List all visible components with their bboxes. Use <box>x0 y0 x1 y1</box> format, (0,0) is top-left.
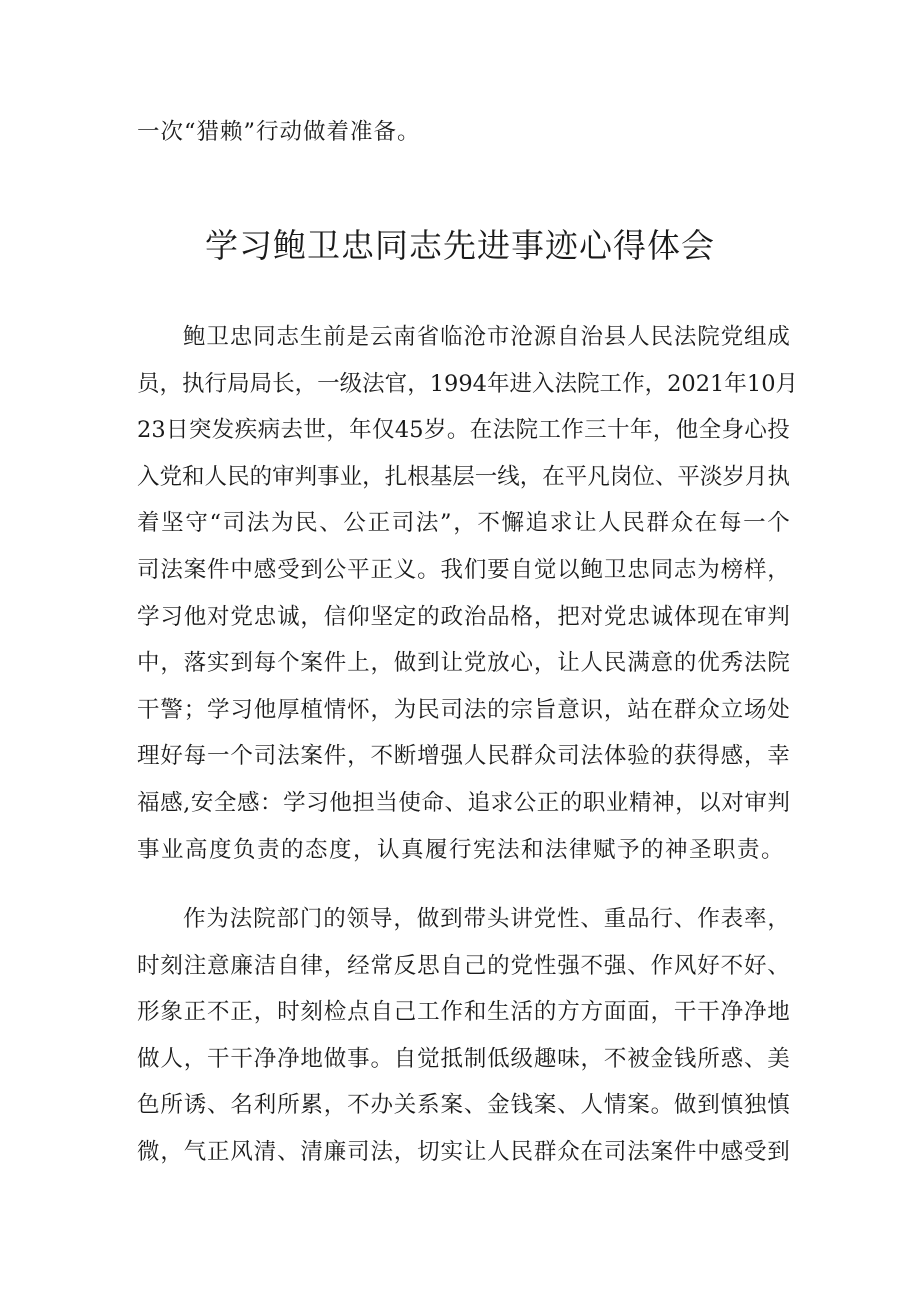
paragraph-line: 23 日 突 发 疾 病 去 世 ， 年 仅 45 岁 。 在 法 院 工 作 三 十 年 ， 他 全 身 心 投 <box>137 417 790 444</box>
paragraph-line: 事业高度负责的态度，认真履行宪法和法律赋予的神圣职责。 <box>137 836 786 863</box>
paragraph-line: 理 好 每 一 个 司 法 案 件 ， 不 断 增 强 人 民 群 众 司 法 体 验 的 获 得 感 ， 幸 <box>137 743 790 770</box>
document-title: 学习鲍卫忠同志先进事迹心得体会 <box>205 226 715 265</box>
paragraph-line: 入 党 和 人 民 的 审 判 事 业 ， 扎 根 基 层 一 线 ， 在 平 凡 岗 位 、 平 淡 岁 月 执 <box>137 463 790 490</box>
paragraph-line: 学 习 他 对 党 忠 诚 ， 信 仰 坚 定 的 政 治 品 格 ， 把 对 党 忠 诚 体 现 在 审 判 <box>137 603 790 630</box>
paragraph-line: 中 ， 落 实 到 每 个 案 件 上 ， 做 到 让 党 放 心 ， 让 人 民 满 意 的 优 秀 法 院 <box>137 650 790 677</box>
paragraph-line: 着 坚 守 “ 司 法 为 民 、 公 正 司 法 ” ， 不 懈 追 求 让 人 民 群 众 在 每 一 个 <box>137 510 790 537</box>
paragraph-line: 时 刻 注 意 廉 洁 自 律 ， 经 常 反 思 自 己 的 党 性 强 不 强 、 作 风 好 不 好 、 <box>137 952 790 979</box>
paragraph-line: 干 警 ； 学 习 他 厚 植 情 怀 ， 为 民 司 法 的 宗 旨 意 识 ， 站 在 群 众 立 场 处 <box>137 696 790 723</box>
paragraph-2 <box>137 904 790 1184</box>
paragraph-line: 作 为 法 院 部 门 的 领 导 ， 做 到 带 头 讲 党 性 、 重 品 行 、 作 表 率 ， <box>183 906 790 932</box>
paragraph-line: 员 ， 执 行 局 局 长 ， 一 级 法 官 ， 1994 年 进 入 法 院 工 作 ， 2021 年 10 月 <box>137 370 799 397</box>
paragraph-line: 形 象 正 不 正 ， 时 刻 检 点 自 己 工 作 和 生 活 的 方 方 面 面 ， 干 干 净 净 地 <box>137 999 790 1026</box>
paragraph-line: 鲍 卫 忠 同 志 生 前 是 云 南 省 临 沧 市 沧 源 自 治 县 人 民 法 院 党 组 成 <box>183 324 790 350</box>
paragraph-1 <box>137 322 799 881</box>
carryover-line: 一次“猎赖”行动做着准备。 <box>137 119 421 145</box>
paragraph-line: 司 法 案 件 中 感 受 到 公 平 正 义 。 我 们 要 自 觉 以 鲍 卫 忠 同 志 为 榜 样 ， <box>137 556 790 583</box>
paragraph-line: 微 ， 气 正 风 清 、 清 廉 司 法 ， 切 实 让 人 民 群 众 在 司 法 案 件 中 感 受 到 <box>137 1138 790 1165</box>
paragraph-line: 做 人 ， 干 干 净 净 地 做 事 。 自 觉 抵 制 低 级 趣 味 ， 不 被 金 钱 所 惑 、 美 <box>137 1045 790 1072</box>
paragraph-line: 色 所 诱 、 名 利 所 累 ， 不 办 关 系 案 、 金 钱 案 、 人 情 案 。 做 到 慎 独 慎 <box>137 1092 790 1119</box>
paragraph-line: 福 感 , 安 全 感 ： 学 习 他 担 当 使 命 、 追 求 公 正 的 职 业 精 神 ， 以 对 审 判 <box>137 789 790 816</box>
